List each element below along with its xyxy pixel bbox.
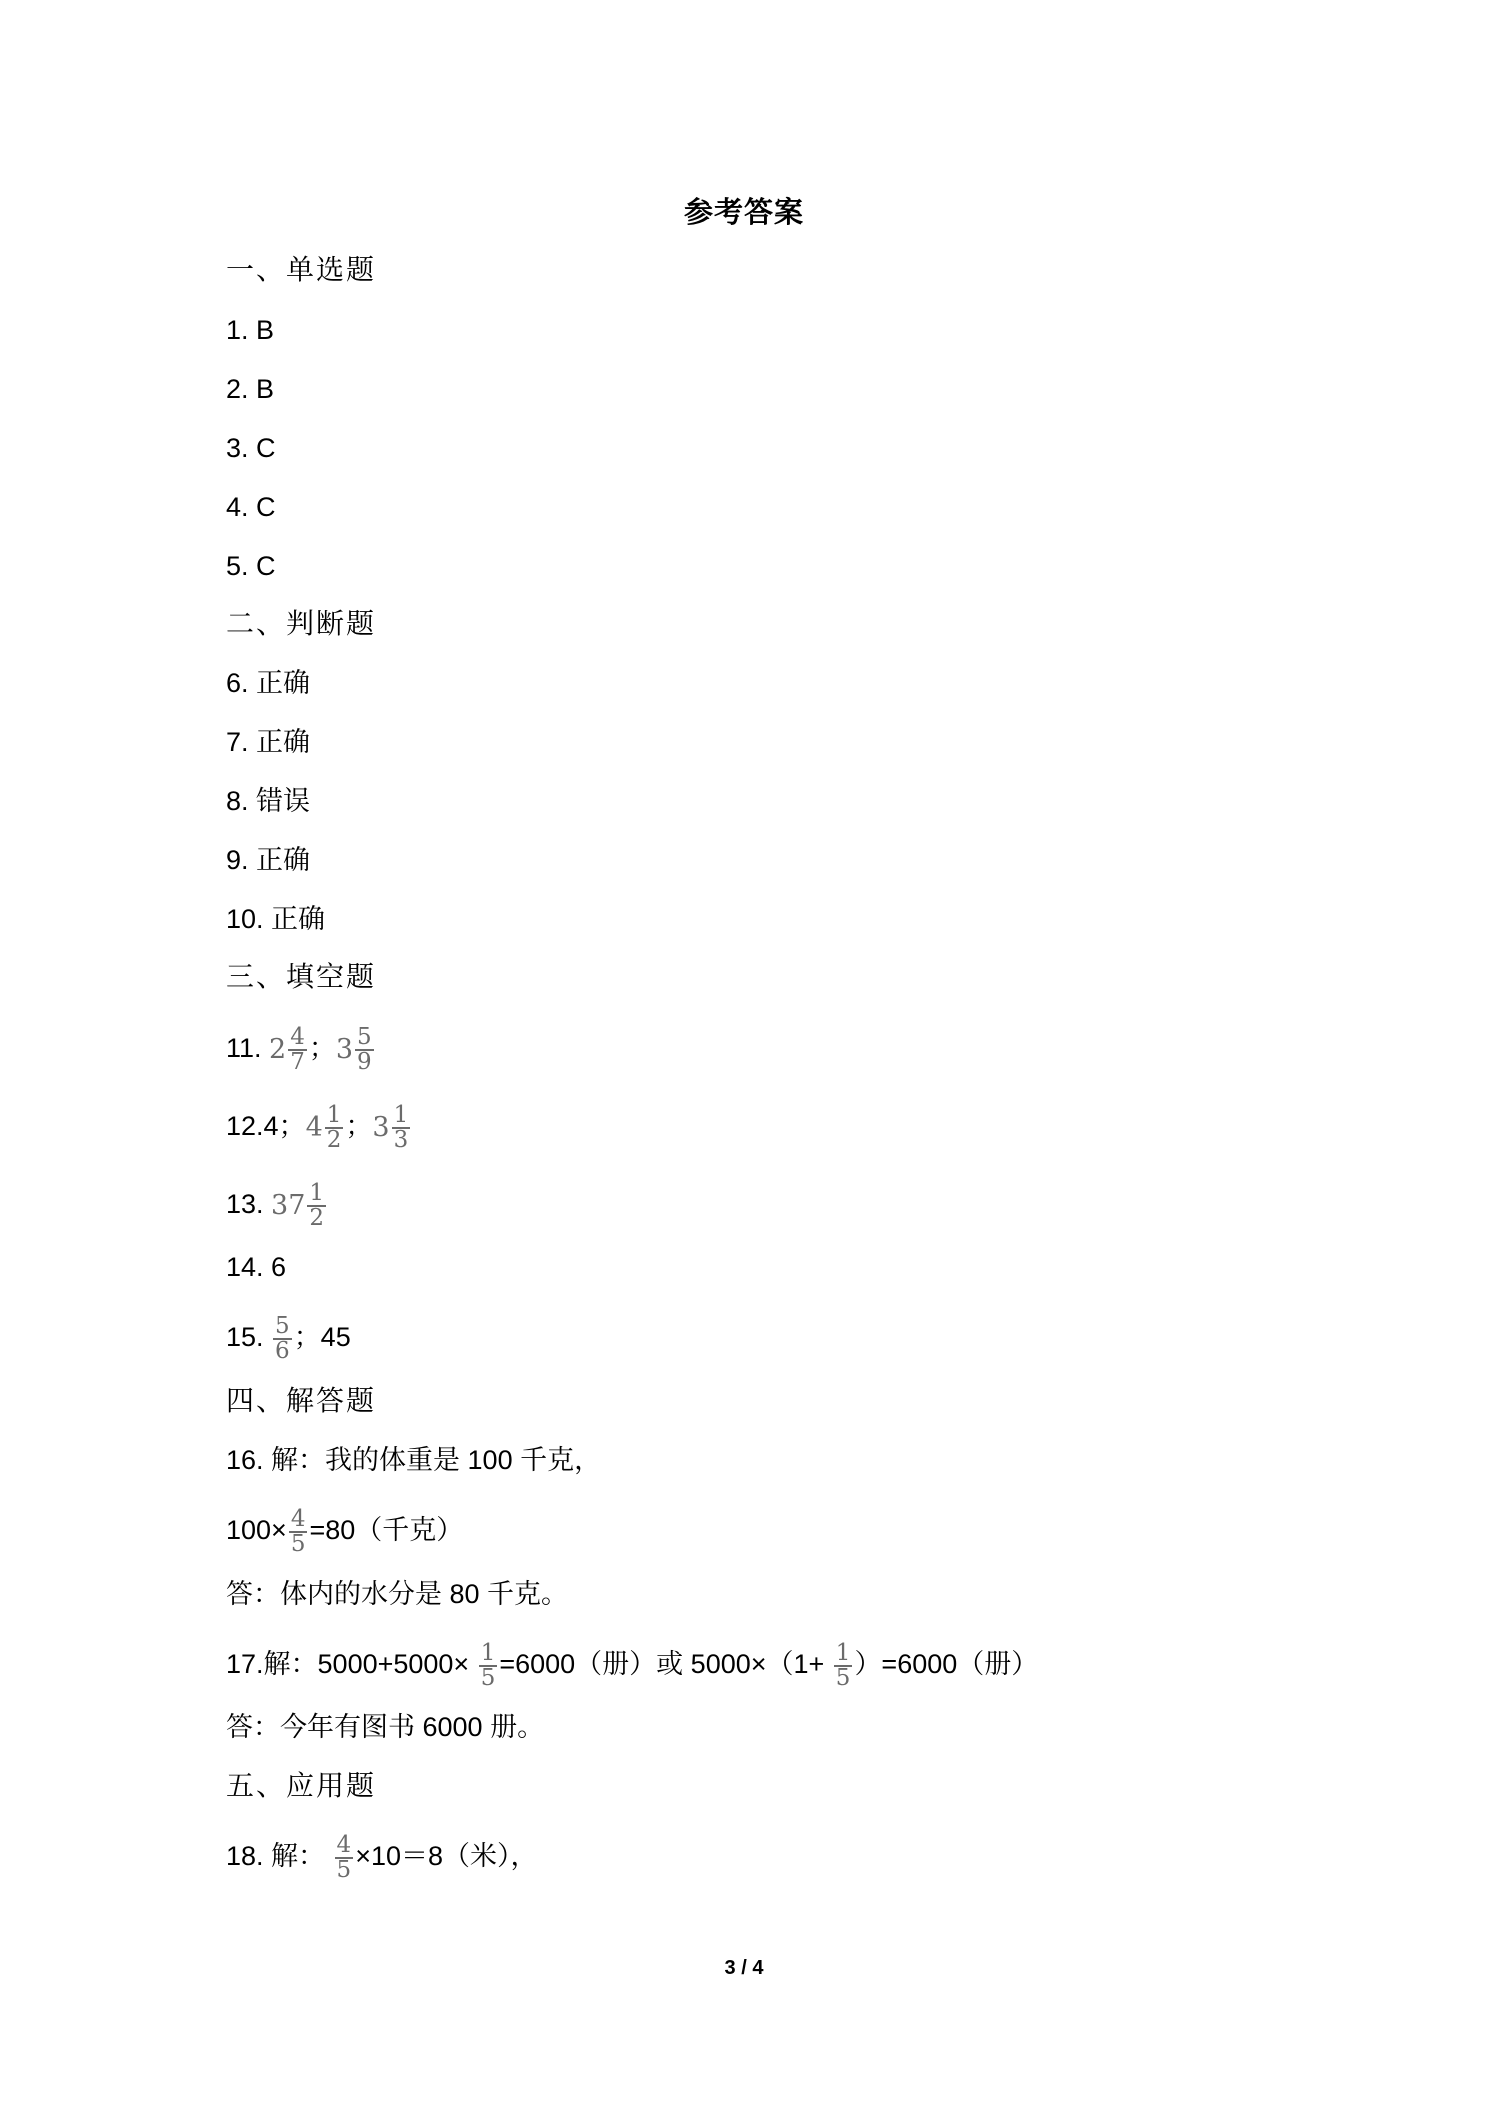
mixed-number-whole: 3 [335,1034,354,1065]
fraction [479,1642,498,1690]
answer-13-label: 13. [226,1189,272,1220]
expression-prefix: 18. 解： [226,1841,333,1872]
answer-8: 8. 错误 [226,786,311,816]
denominator: 6 [275,1338,290,1364]
answer-14: 14. 6 [226,1252,287,1282]
numerator: 1 [835,1640,851,1666]
page-title: 参考答案 [683,197,804,229]
answer-9: 9. 正确 [226,845,311,875]
answer-5: 5. C [226,551,276,581]
denominator: 5 [290,1531,306,1557]
numerator: 4 [336,1832,352,1858]
fraction [307,1182,326,1230]
fraction [273,1315,292,1363]
answer-11-label: 11. [226,1033,270,1064]
answer-16-line-2 [226,1508,463,1556]
numerator: 1 [326,1102,342,1128]
answer-16-line-1: 16. 解：我的体重是 100 千克， [226,1445,602,1475]
section-heading-single-choice: 一、单选题 [226,254,377,285]
separator: ； [308,1033,336,1064]
answer-18 [226,1834,538,1882]
denominator: 3 [393,1127,409,1153]
denominator: 2 [309,1205,325,1231]
denominator: 5 [835,1665,851,1691]
answer-3: 3. C [226,433,276,463]
fraction [289,1508,308,1556]
fraction [392,1104,411,1152]
expression-result: ×10＝8（米）， [355,1841,538,1872]
answer-17-line-2: 答：今年有图书 6000 册。 [226,1712,545,1742]
numerator: 5 [275,1313,290,1339]
answer-1: 1. B [226,315,275,345]
answer-12-label: 12.4； [226,1111,306,1142]
page-number: 3 / 4 [724,1957,764,1979]
denominator: 2 [326,1127,342,1153]
answer-11 [226,1026,376,1074]
answer-17-line-1 [226,1642,1038,1690]
answer-16-line-3: 答：体内的水分是 80 千克。 [226,1579,569,1609]
numerator: 5 [357,1024,372,1050]
numerator: 1 [309,1180,325,1206]
denominator: 5 [336,1857,352,1883]
section-heading-true-false: 二、判断题 [226,608,377,639]
answer-12 [226,1104,412,1152]
mixed-number-whole: 37 [271,1190,306,1221]
denominator: 9 [357,1049,372,1075]
fraction [325,1104,344,1152]
fraction [834,1642,853,1690]
expression-result: =80（千克） [309,1515,464,1546]
answer-15-rest: ；45 [293,1322,351,1353]
numerator: 4 [290,1506,306,1532]
section-heading-application: 五、应用题 [226,1770,377,1801]
expression-middle: =6000（册）或 5000×（1+ [499,1649,832,1680]
mixed-number-whole: 4 [305,1112,323,1143]
numerator: 1 [480,1640,496,1666]
expression-prefix: 100× [226,1515,287,1546]
section-heading-fill-blank: 三、填空题 [226,961,377,992]
mixed-number-whole: 3 [372,1112,390,1143]
answer-10: 10. 正确 [226,904,326,934]
numerator: 1 [393,1102,409,1128]
fraction [288,1026,307,1074]
answer-15 [226,1315,351,1363]
fraction [355,1026,374,1074]
mixed-number-whole: 2 [269,1034,287,1065]
separator: ； [345,1111,373,1142]
answer-7: 7. 正确 [226,727,311,757]
expression-prefix: 17.解：5000+5000× [226,1649,477,1680]
section-heading-solve: 四、解答题 [226,1385,377,1416]
fraction [335,1834,354,1882]
expression-result: ）=6000（册） [854,1649,1039,1680]
denominator: 7 [290,1049,305,1075]
answer-2: 2. B [226,374,275,404]
answer-13 [226,1182,328,1230]
answer-6: 6. 正确 [226,668,311,698]
answer-15-label: 15. [226,1322,272,1353]
answer-4: 4. C [226,492,276,522]
denominator: 5 [480,1665,496,1691]
numerator: 4 [290,1024,305,1050]
